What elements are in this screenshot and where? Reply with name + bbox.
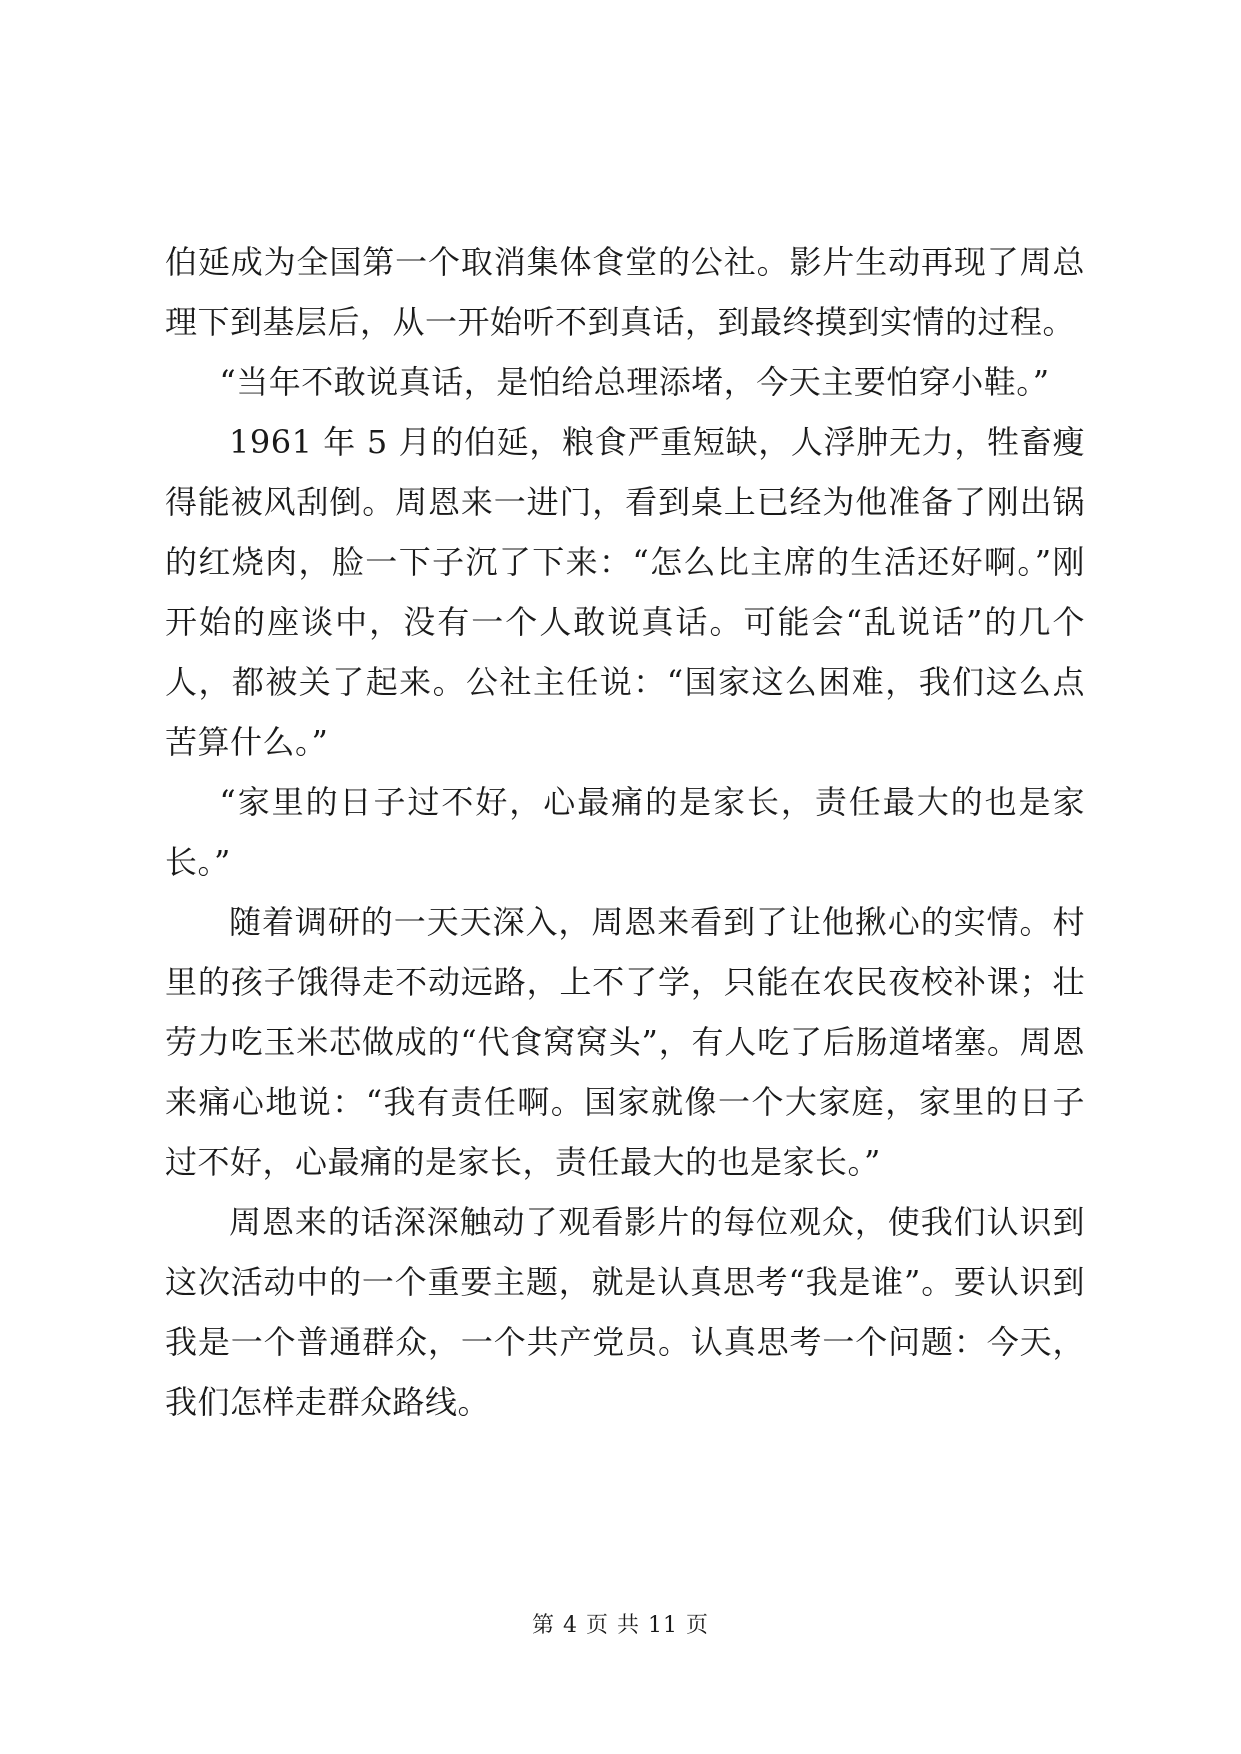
paragraph: 1961 年 5 月的伯延，粮食严重短缺，人浮肿无力，牲畜瘦得能被风刮倒。周恩来一进门，看到桌上已经为他准备了刚出锅的红烧肉，脸一下子沉了下来：“怎么比主席的生活还好啊。”刚开始的座谈中，没有一个人敢说真话。可能会“乱说话”的几个人，都被关了起来。公社主任说：“国家这么困难，我们这么点苦算什么。” — [165, 423, 1085, 761]
document-body — [165, 232, 1085, 1432]
paragraph: 周恩来的话深深触动了观看影片的每位观众，使我们认识到这次活动中的一个重要主题，就是认真思考“我是谁”。要认识到我是一个普通群众，一个共产党员。认真思考一个问题：今天，我们怎样走群众路线。 — [165, 1203, 1085, 1421]
paragraph: 随着调研的一天天深入，周恩来看到了让他揪心的实情。村里的孩子饿得走不动远路，上不了学，只能在农民夜校补课；壮劳力吃玉米芯做成的“代食窝窝头”，有人吃了后肠道堵塞。周恩来痛心地说：“我有责任啊。国家就像一个大家庭，家里的日子过不好，心最痛的是家长，责任最大的也是家长。” — [165, 903, 1085, 1181]
page-number-footer: 第 4 页 共 11 页 — [532, 1613, 709, 1638]
paragraph-continuation: 伯延成为全国第一个取消集体食堂的公社。影片生动再现了周总理下到基层后，从一开始听不到真话，到最终摸到实情的过程。 — [165, 243, 1085, 341]
paragraph-quote: “家里的日子过不好，心最痛的是家长，责任最大的也是家长。” — [165, 783, 1085, 881]
paragraph-quote: “当年不敢说真话，是怕给总理添堵，今天主要怕穿小鞋。” — [219, 363, 1050, 401]
